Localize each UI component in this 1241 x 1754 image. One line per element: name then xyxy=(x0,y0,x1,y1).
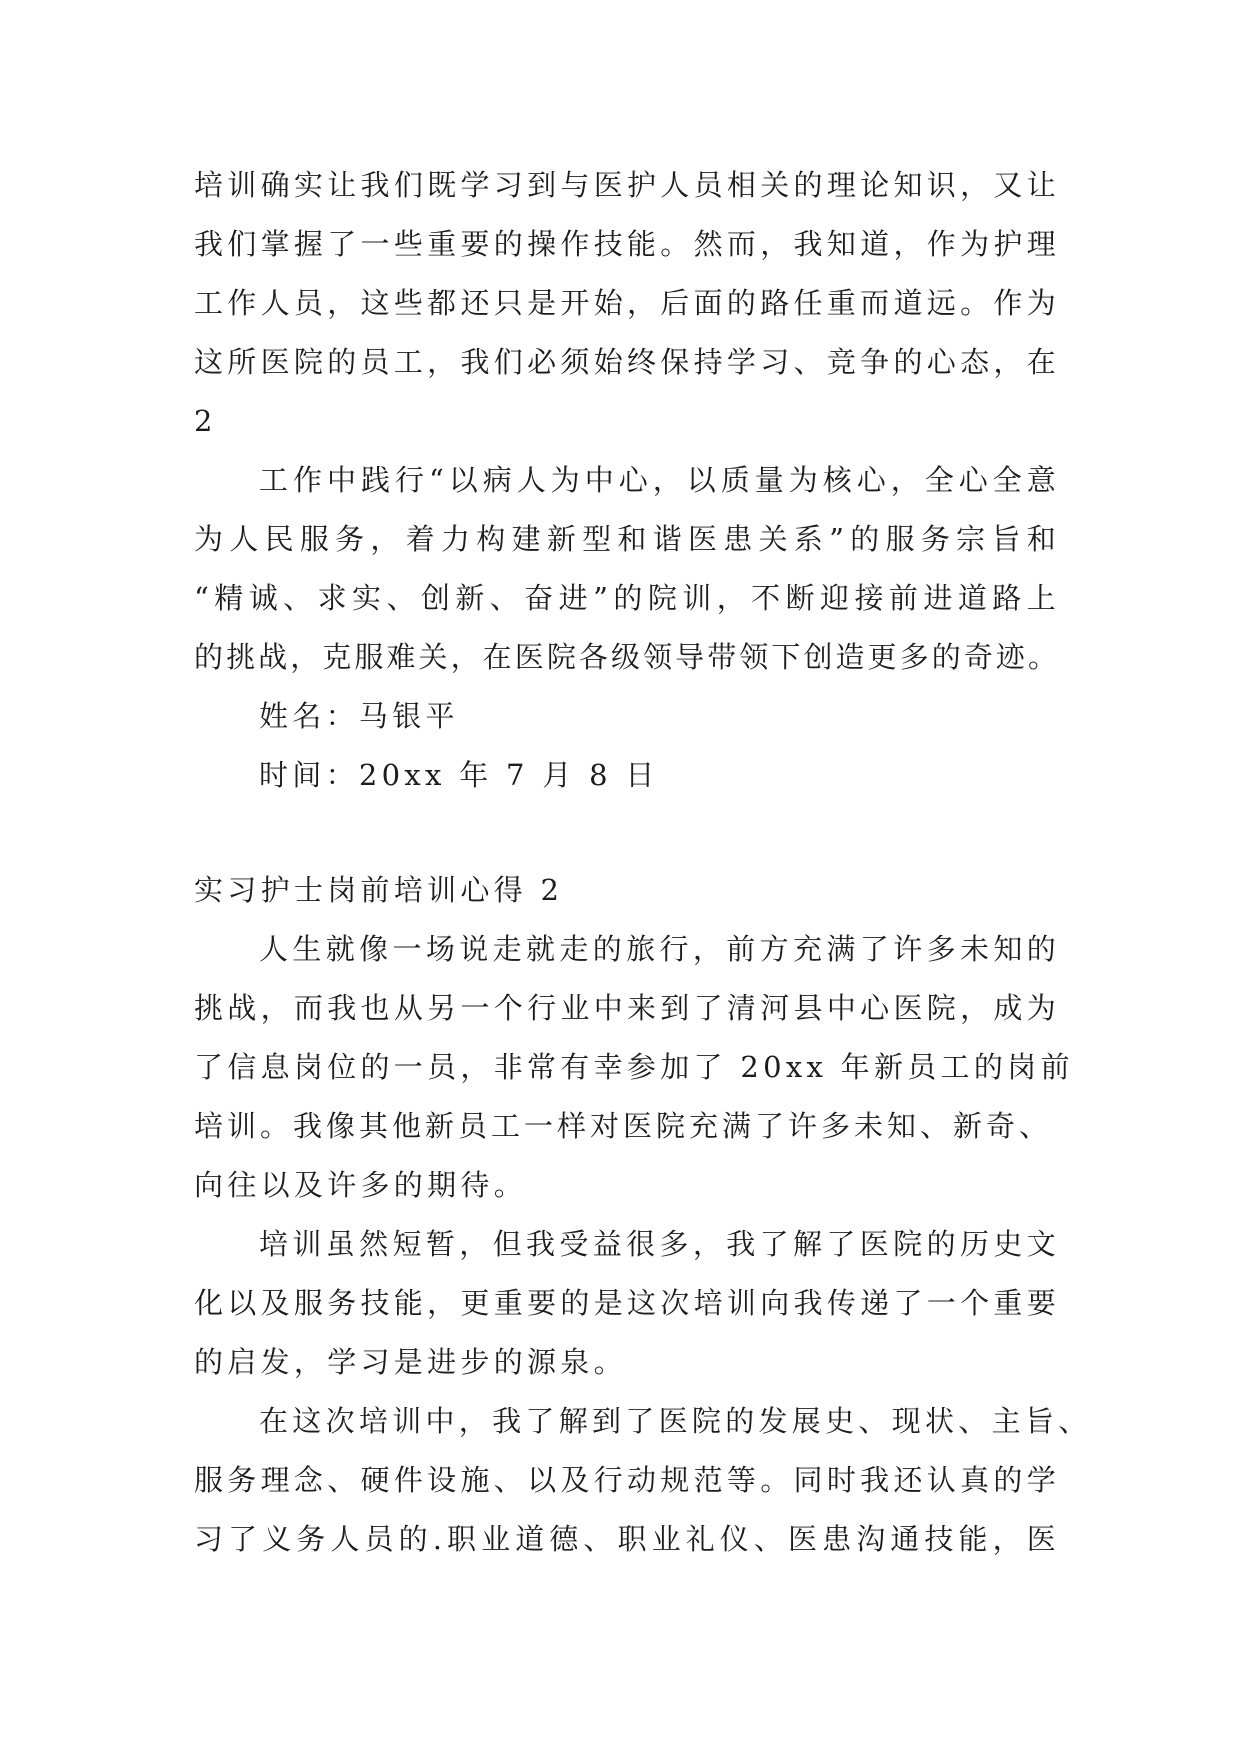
paragraph xyxy=(194,1215,1094,1392)
text-line: “精诚、求实、创新、奋进”的院训，不断迎接前进道路上 xyxy=(194,581,1060,615)
paragraph-continued xyxy=(194,156,1094,392)
page-number-marker: 2 xyxy=(194,404,217,438)
document-body xyxy=(194,156,1094,1569)
text-line: 工作人员，这些都还只是开始，后面的路任重而道远。作为 xyxy=(194,286,1060,320)
signature-name: 姓名：马银平 xyxy=(259,699,459,733)
text-line: 这所医院的员工，我们必须始终保持学习、竞争的心态，在 xyxy=(194,345,1060,379)
signature-date: 时间：20xx 年 7 月 8 日 xyxy=(259,758,659,792)
text-line: 服务理念、硬件设施、以及行动规范等。同时我还认真的学 xyxy=(194,1463,1060,1497)
paragraph xyxy=(194,451,1094,687)
text-line: 培训虽然短暂，但我受益很多，我了解了医院的历史文 xyxy=(259,1227,1060,1261)
text-line: 化以及服务技能，更重要的是这次培训向我传递了一个重要 xyxy=(194,1286,1060,1320)
text-line: 了信息岗位的一员，非常有幸参加了 20xx 年新员工的岗前 xyxy=(194,1050,1074,1084)
text-line: 的启发，学习是进步的源泉。 xyxy=(194,1345,627,1379)
text-line: 在这次培训中，我了解到了医院的发展史、现状、主旨、 xyxy=(259,1404,1092,1438)
text-line: 培训。我像其他新员工一样对医院充满了许多未知、新奇、 xyxy=(194,1109,1053,1143)
text-line: 我们掌握了一些重要的操作技能。然而，我知道，作为护理 xyxy=(194,227,1060,261)
paragraph xyxy=(194,920,1094,1215)
text-line: 的挑战，克服难关，在医院各级领导带领下创造更多的奇迹。 xyxy=(194,640,1060,674)
section-title: 实习护士岗前培训心得 2 xyxy=(194,873,564,907)
paragraph xyxy=(194,1392,1094,1569)
section-gap xyxy=(194,805,1094,861)
text-line: 人生就像一场说走就走的旅行，前方充满了许多未知的 xyxy=(259,932,1060,966)
text-line: 为人民服务，着力构建新型和谐医患关系”的服务宗旨和 xyxy=(194,522,1060,556)
text-line: 向往以及许多的期待。 xyxy=(194,1168,528,1202)
text-line: 工作中践行“以病人为中心，以质量为核心，全心全意 xyxy=(259,463,1060,497)
text-line: 培训确实让我们既学习到与医护人员相关的理论知识，又让 xyxy=(194,168,1060,202)
text-line: 习了义务人员的.职业道德、职业礼仪、医患沟通技能，医 xyxy=(194,1522,1060,1556)
text-line: 挑战，而我也从另一个行业中来到了清河县中心医院，成为 xyxy=(194,991,1060,1025)
